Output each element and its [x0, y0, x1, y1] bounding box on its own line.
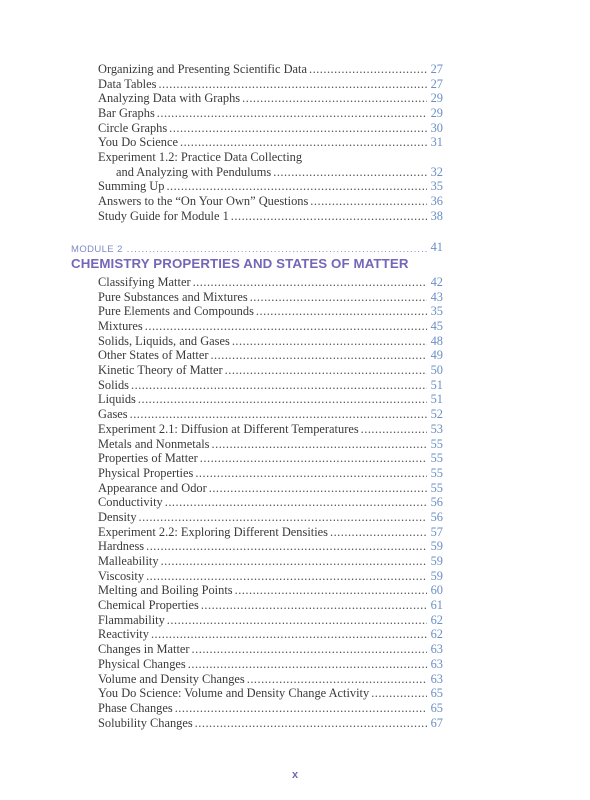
- toc-entry-title: Bar Graphs: [98, 106, 155, 121]
- dot-leader: [167, 613, 427, 628]
- toc-entry-page-number: 27: [430, 76, 443, 91]
- toc-entry: [98, 613, 443, 628]
- toc-entry: [98, 583, 443, 598]
- toc-entry: [98, 569, 443, 584]
- dot-leader: [330, 525, 427, 540]
- toc-entry-title: Appearance and Odor: [98, 480, 207, 495]
- toc-entry-title: Experiment 2.1: Diffusion at Different Temperatures: [98, 421, 359, 436]
- dot-leader: [165, 495, 427, 510]
- toc-entry: [98, 686, 443, 701]
- toc-entry-page-number: 63: [430, 656, 443, 671]
- toc-entry-title: Summing Up: [98, 179, 165, 194]
- dot-leader: [145, 319, 427, 334]
- toc-entry-title: Pure Substances and Mixtures: [98, 289, 248, 304]
- toc-entry: [98, 319, 443, 334]
- module-page-number: 41: [430, 241, 443, 254]
- toc-entry-title: Other States of Matter: [98, 348, 209, 363]
- dot-leader: [201, 598, 427, 613]
- dot-leader: [151, 628, 427, 643]
- toc-entry-title: Conductivity: [98, 495, 163, 510]
- toc-entry-title: Mixtures: [98, 319, 143, 334]
- toc-entry-title: Density: [98, 510, 137, 524]
- toc-entry-page-number: 59: [430, 539, 443, 554]
- dot-leader: [235, 583, 427, 598]
- toc-entry-page-number: 57: [430, 524, 443, 539]
- toc-entry: [98, 466, 443, 481]
- toc-entry-title: Analyzing Data with Graphs: [98, 91, 241, 106]
- dot-leader: [127, 244, 429, 255]
- toc-entry-title: Hardness: [98, 539, 145, 554]
- toc-entry: [98, 209, 443, 224]
- dot-leader: [195, 716, 427, 731]
- toc-entry-title: Volume and Density Changes: [98, 671, 245, 686]
- toc-entry: [98, 135, 443, 150]
- module-label: MODULE 2: [71, 244, 123, 255]
- toc-entry-title: Pure Elements and Compounds: [98, 304, 254, 319]
- dot-leader: [146, 539, 427, 554]
- toc-entry-title: Physical Properties: [98, 465, 194, 480]
- dot-leader: [256, 304, 427, 319]
- dot-leader: [146, 569, 427, 584]
- dot-leader: [212, 437, 428, 452]
- toc-entry-page-number: 60: [430, 583, 443, 598]
- toc-entry-page-number: 67: [430, 715, 443, 730]
- toc-entry-page-number: 49: [430, 348, 443, 363]
- toc-entry: [98, 716, 443, 731]
- toc-entry: [98, 91, 443, 106]
- dot-leader: [231, 209, 427, 224]
- toc-entry-page-number: 63: [430, 671, 443, 686]
- toc-entry-title: Classifying Matter: [98, 275, 191, 289]
- toc-entry: [98, 598, 443, 613]
- toc-entry: [98, 539, 443, 554]
- module-title: CHEMISTRY PROPERTIES AND STATES OF MATTER: [71, 256, 409, 271]
- dot-leader: [180, 135, 427, 150]
- dot-leader: [210, 348, 427, 363]
- toc-entry-title: Circle Graphs: [98, 120, 168, 135]
- toc-entry-page-number: 29: [430, 91, 443, 106]
- toc-entry: [98, 657, 443, 672]
- dot-leader: [130, 407, 427, 422]
- toc-entry-title: Flammability: [98, 612, 165, 627]
- toc-entry-title: Viscosity: [98, 568, 145, 583]
- toc-entry: [98, 554, 443, 569]
- toc-entry-page-number: 30: [430, 120, 443, 135]
- toc-entry-title: Organizing and Presenting Scientific Data: [98, 62, 307, 76]
- toc-entry: [98, 525, 443, 540]
- toc-entry-title: Solids: [98, 377, 129, 392]
- toc-entry-page-number: 48: [430, 333, 443, 348]
- toc-entry-page-number: 65: [430, 700, 443, 715]
- dot-leader: [310, 194, 427, 209]
- toc-entry: [98, 150, 443, 165]
- toc-entry-title: Melting and Boiling Points: [98, 583, 233, 598]
- toc-entry-page-number: 63: [430, 642, 443, 657]
- toc-entry-page-number: 56: [430, 510, 443, 524]
- dot-leader: [209, 481, 427, 496]
- toc-entry-page-number: 27: [430, 62, 443, 76]
- dot-leader: [200, 451, 427, 466]
- toc-entry-title: Malleability: [98, 554, 159, 569]
- page-folio: x: [291, 769, 299, 781]
- toc-entry-title: and Analyzing with Pendulums: [116, 164, 272, 179]
- toc-entry-title: Phase Changes: [98, 700, 173, 715]
- toc-entry-title: Data Tables: [98, 76, 157, 91]
- dot-leader: [139, 510, 427, 525]
- toc-entry-page-number: 51: [430, 377, 443, 392]
- toc-entry: [98, 642, 443, 657]
- toc-entry-title: You Do Science: Volume and Density Change Activity: [98, 686, 370, 701]
- dot-leader: [157, 106, 427, 121]
- toc-entry-page-number: 62: [430, 612, 443, 627]
- toc-entry: [98, 407, 443, 422]
- toc-entry-page-number: 36: [430, 194, 443, 209]
- toc-entry: [98, 334, 443, 349]
- toc-entry-title: Solubility Changes: [98, 715, 193, 730]
- toc-entry-title: Chemical Properties: [98, 598, 199, 613]
- toc-entry: [98, 304, 443, 319]
- dot-leader: [138, 393, 427, 408]
- toc-entry: [98, 77, 443, 92]
- toc-entry: [98, 437, 443, 452]
- toc-entry-page-number: 53: [430, 421, 443, 436]
- dot-leader: [158, 77, 427, 92]
- dot-leader: [161, 554, 427, 569]
- dot-leader: [361, 422, 427, 437]
- toc-entry: [98, 290, 443, 305]
- toc-entry: [98, 275, 443, 290]
- toc-entry-title: Experiment 1.2: Practice Data Collecting: [98, 150, 303, 165]
- toc-entry-page-number: 38: [430, 208, 443, 223]
- module-1-toc-continued: [98, 62, 443, 224]
- dot-leader: [166, 180, 427, 195]
- toc-entry: [98, 422, 443, 437]
- toc-entry: [98, 363, 443, 378]
- toc-entry-page-number: 59: [430, 554, 443, 569]
- toc-entry: [98, 451, 443, 466]
- dot-leader: [273, 165, 427, 180]
- dot-leader: [309, 62, 427, 77]
- toc-entry: [98, 510, 443, 525]
- toc-entry-title: Study Guide for Module 1: [98, 208, 229, 223]
- toc-entry: [98, 672, 443, 687]
- dot-leader: [175, 701, 427, 716]
- toc-entry: [98, 121, 443, 136]
- dot-leader: [371, 686, 427, 701]
- toc-entry-page-number: 59: [430, 568, 443, 583]
- dot-leader: [225, 363, 427, 378]
- toc-entry-title: Properties of Matter: [98, 451, 198, 466]
- toc-entry-title: Reactivity: [98, 627, 149, 642]
- toc-entry-page-number: 50: [430, 363, 443, 378]
- toc-entry-page-number: 29: [430, 106, 443, 121]
- toc-entry-title: Liquids: [98, 392, 136, 407]
- toc-entry-page-number: 55: [430, 436, 443, 451]
- toc-entry: [98, 701, 443, 716]
- toc-entry-page-number: 32: [430, 164, 443, 179]
- toc-entry: [98, 393, 443, 408]
- toc-entry-title: Experiment 2.2: Exploring Different Densities: [98, 524, 328, 539]
- toc-entry-page-number: 61: [430, 598, 443, 613]
- toc-entry-title: You Do Science: [98, 135, 178, 150]
- toc-entry-page-number: 45: [430, 319, 443, 334]
- toc-entry-page-number: 51: [430, 392, 443, 407]
- dot-leader: [232, 334, 427, 349]
- toc-entry-page-number: 35: [430, 179, 443, 194]
- toc-entry: [98, 165, 443, 180]
- toc-entry-page-number: 62: [430, 627, 443, 642]
- toc-entry: [98, 180, 443, 195]
- toc-entry-title: Metals and Nonmetals: [98, 436, 210, 451]
- toc-entry-title: Physical Changes: [98, 656, 186, 671]
- dot-leader: [131, 378, 427, 393]
- dot-leader: [188, 657, 427, 672]
- toc-entry-page-number: 65: [430, 686, 443, 701]
- toc-entry-page-number: 56: [430, 495, 443, 510]
- dot-leader: [195, 466, 427, 481]
- module-2-heading-line: [71, 241, 443, 255]
- dot-leader: [169, 121, 427, 136]
- toc-entry-title: Kinetic Theory of Matter: [98, 363, 223, 378]
- toc-entry-page-number: 43: [430, 289, 443, 304]
- toc-entry-page-number: 52: [430, 407, 443, 422]
- toc-entry-title: Changes in Matter: [98, 642, 190, 657]
- toc-entry-page-number: 55: [430, 465, 443, 480]
- dot-leader: [193, 275, 427, 290]
- toc-entry: [98, 106, 443, 121]
- dot-leader: [250, 290, 427, 305]
- toc-entry: [98, 348, 443, 363]
- toc-entry: [98, 481, 443, 496]
- toc-entry: [98, 194, 443, 209]
- toc-entry-title: Solids, Liquids, and Gases: [98, 333, 230, 348]
- toc-entry: [98, 628, 443, 643]
- dot-leader: [192, 642, 427, 657]
- dot-leader: [242, 91, 427, 106]
- toc-entry-page-number: 35: [430, 304, 443, 319]
- toc-entry-page-number: 31: [430, 135, 443, 150]
- toc-entry-title: Answers to the “On Your Own” Questions: [98, 194, 309, 209]
- dot-leader: [247, 672, 427, 687]
- toc-entry: [98, 495, 443, 510]
- toc-entry-page-number: 55: [430, 451, 443, 466]
- toc-entry-page-number: 55: [430, 480, 443, 495]
- module-2-toc: [98, 275, 443, 730]
- toc-entry-title: Gases: [98, 407, 128, 422]
- toc-entry: [98, 62, 443, 77]
- toc-entry-page-number: 42: [430, 275, 443, 289]
- toc-entry: [98, 378, 443, 393]
